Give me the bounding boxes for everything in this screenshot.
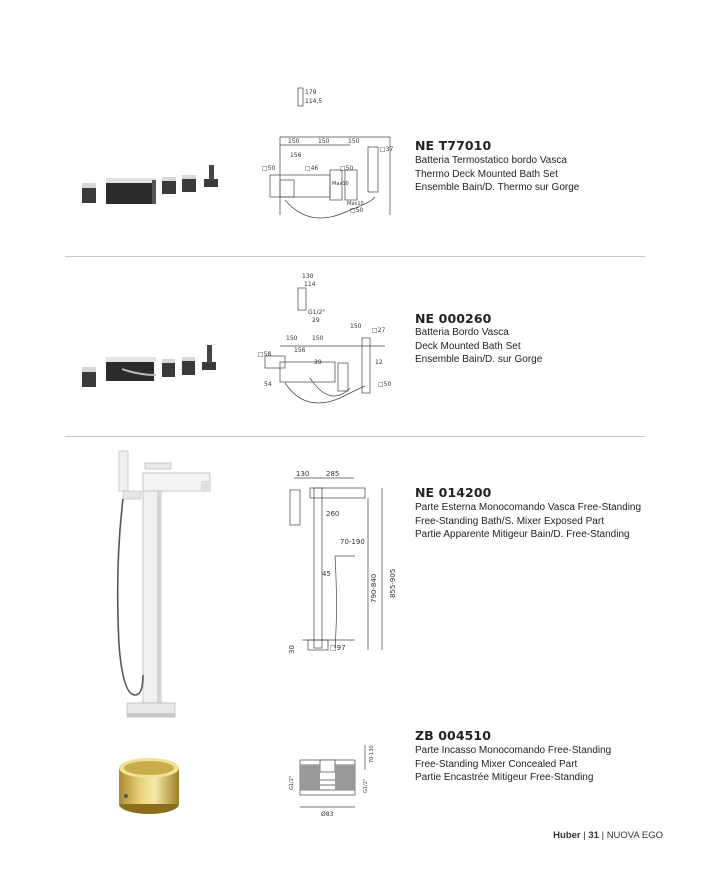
product-photo-ne-t77010 (78, 165, 228, 210)
dim-label: □50 (340, 165, 354, 172)
product-photo-zb-004510 (104, 738, 194, 828)
description-line-it: Parte Incasso Monocomando Free-Standing (415, 745, 612, 756)
description-line-fr: Ensemble Bain/D. Thermo sur Gorge (415, 182, 580, 193)
description-line-it: Batteria Termostatico bordo Vasca (415, 155, 567, 166)
dim-label: 156 (294, 347, 306, 354)
dim-label: 30 (288, 645, 296, 654)
footer-separator: | (583, 830, 586, 841)
dim-label: 114,5 (305, 98, 323, 105)
dim-label: 70-190 (340, 538, 365, 546)
dim-label: □50 (262, 165, 276, 172)
dim-label: G1/2" (289, 775, 295, 790)
description-line-it: Batteria Bordo Vasca (415, 327, 509, 338)
description-line-fr: Partie Encastrée Mitigeur Free-Standing (415, 772, 594, 783)
dim-label: □50 (350, 207, 364, 214)
product-code: NE 014200 (415, 485, 492, 500)
dim-label: 130 (296, 470, 310, 478)
dim-label: 54 (264, 381, 272, 388)
tech-drawing-zb-004510 (285, 735, 380, 820)
page-footer (553, 830, 663, 841)
dim-label: 45 (322, 570, 331, 578)
dim-label: 150 (350, 323, 362, 330)
dim-label: □97 (330, 644, 346, 652)
description-line-fr: Ensemble Bain/D. sur Gorge (415, 354, 543, 365)
footer-brand: Huber (553, 830, 581, 841)
dim-label: Ø83 (321, 811, 334, 818)
product-code: NE 000260 (415, 311, 492, 326)
footer-page-number: 31 (588, 830, 599, 841)
dim-label: □27 (372, 327, 386, 334)
dim-label: □58 (258, 351, 272, 358)
tech-drawing-ne-000260 (250, 268, 400, 418)
dim-label: G1/2" (308, 309, 326, 316)
dim-label: □50 (378, 381, 392, 388)
tech-drawing-ne-t77010 (250, 85, 400, 235)
dim-label: 114 (304, 281, 316, 288)
product-description (415, 326, 542, 367)
dim-label: 150 (288, 138, 300, 145)
dim-label: 150 (312, 335, 324, 342)
product-photo-ne-000260 (78, 345, 228, 390)
description-line-en: Deck Mounted Bath Set (415, 340, 521, 352)
product-description (415, 744, 611, 785)
dim-label: G1/2" (363, 778, 369, 793)
description-line-it: Parte Esterna Monocomando Vasca Free-Standing (415, 502, 642, 513)
dim-label: 39 (314, 359, 322, 366)
description-line-en: Free-Standing Bath/S. Mixer Exposed Part (415, 515, 604, 527)
section-divider (65, 436, 645, 437)
product-code: NE T77010 (415, 138, 492, 153)
dim-label: 156 (290, 152, 302, 159)
dim-label: □46 (305, 165, 319, 172)
dim-label: 150 (286, 335, 298, 342)
dim-label: Max10 (347, 201, 364, 207)
dim-label: 70-130 (369, 745, 375, 763)
dim-label: 285 (326, 470, 340, 478)
tech-drawing-ne-014200 (280, 468, 415, 660)
description-line-en: Thermo Deck Mounted Bath Set (415, 168, 558, 180)
product-photo-ne-014200 (105, 445, 215, 725)
dim-label: 150 (318, 138, 330, 145)
section-divider (65, 256, 645, 257)
dim-label: 179 (305, 89, 317, 96)
dim-label: 790-840 (370, 573, 378, 603)
footer-collection: NUOVA EGO (606, 830, 663, 841)
dim-label: 260 (326, 510, 340, 518)
dim-label: 29 (312, 317, 320, 324)
dim-label: □37 (380, 146, 394, 153)
dim-label: 150 (348, 138, 360, 145)
dim-label: 12 (375, 359, 383, 366)
footer-separator: | (601, 830, 605, 841)
dim-label: 855-905 (389, 568, 397, 598)
product-description (415, 501, 641, 542)
product-description (415, 154, 579, 195)
dim-label: Max10 (332, 181, 349, 187)
dim-label: 130 (302, 273, 314, 280)
product-code: ZB 004510 (415, 728, 492, 743)
description-line-en: Free-Standing Mixer Concealed Part (415, 758, 578, 770)
description-line-fr: Partie Apparente Mitigeur Bain/D. Free-Standing (415, 529, 630, 540)
